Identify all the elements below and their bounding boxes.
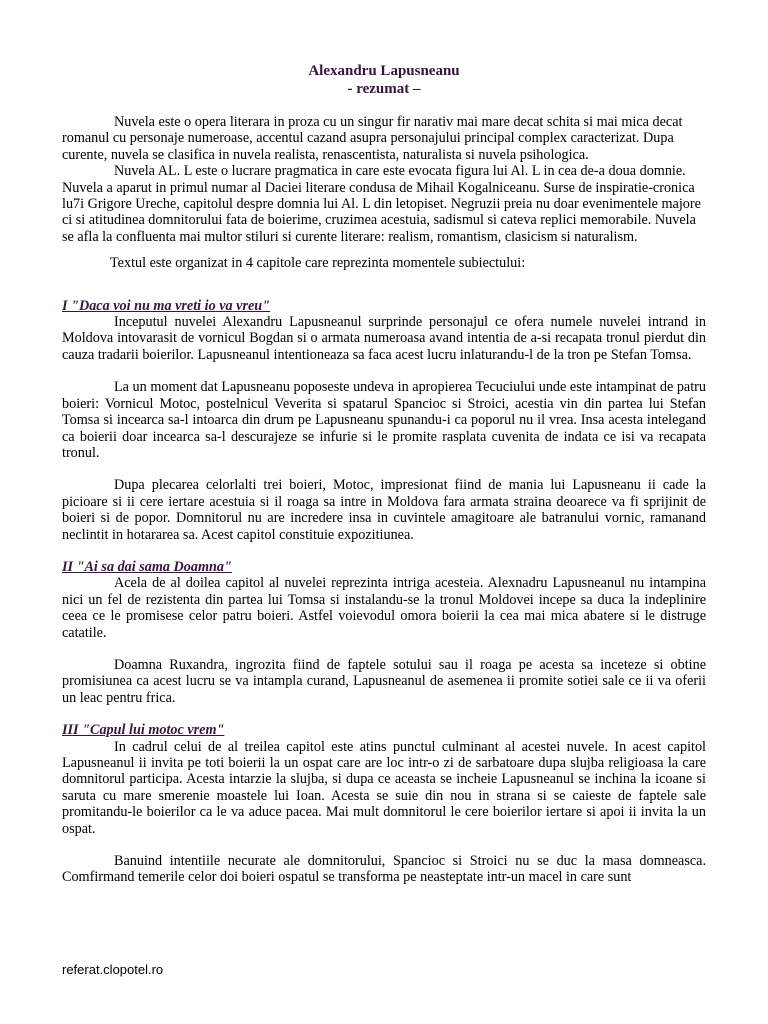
page-footer: referat.clopotel.ro bbox=[62, 962, 164, 977]
chapter-heading: III "Capul lui motoc vrem" bbox=[62, 722, 225, 739]
intro-paragraph: Textul este organizat in 4 capitole care reprezinta momentele subiectului: bbox=[110, 255, 526, 272]
intro-paragraph: Nuvela este o opera literara in proza cu un singur fir narativ mai mare decat schita si mai mica decat romanul cu personaje numeroase, accentul cazand asupra personajului principal complex caracterizat. Dupa curente, nuvela se clasifica in nuvela realista, renascentista, naturalista si nuvela psihologica. bbox=[62, 114, 683, 163]
chapter-paragraph: Banuind intentiile necurate ale domnitorului, Spancioc si Stroici nu se duc la masa domneasca. Comfirmand temerile celor doi boieri ospatul se transforma pe neasteptate intr-un macel in care sunt bbox=[62, 853, 706, 886]
chapter-paragraph: In cadrul celui de al treilea capitol este atins punctul culminant al acestei nuvele. In acest capitol Lapusneanul ii invita pe toti boierii la un ospat care are loc intr-o zi de sarbatoare dupa slujba religioasa la care domnitorul participa. Acesta intarzie la slujba, si dupa ce aceasta se incheie Lapusneanul se inchina la icoane si saruta cu mare smerenie moastele lui Ioan. Acesta se suie din nou in strana si se caieste de faptele sale promitandu-le boierilor ca le va aduce pacea. Mai mult domnitorul le cere boierilor iertare si apoi ii invita la un ospat. bbox=[62, 738, 706, 837]
chapter-paragraph: Dupa plecarea celorlalti trei boieri, Motoc, impresionat fiind de mania lui Lapusneanu ii cade la picioare si ii cere iertare acestuia si il roaga sa intre in Moldova fara armata straina deoarece va fi sprijinit de boieri si de popor. Domnitorul nu are incredere insa in cuvintele amagitoare ale batranului vornic, ramanand neclintit in hotararea sa. Acest capitol constituie expozitiunea. bbox=[62, 477, 706, 543]
document-title: Alexandru Lapusneanu bbox=[308, 63, 460, 79]
chapter-paragraph: Inceputul nuvelei Alexandru Lapusneanul surprinde personajul ce ofera numele nuvelei intrand in Moldova intovarasit de vornicul Bogdan si o armata numeroasa avand intentia de a-si recapata tronul pierdut din cauza tradarii boierilor. Lapusneanul intentioneaza sa faca acest lucru inlaturandu-l de la tron pe Stefan Tomsa. bbox=[62, 314, 706, 363]
chapter-heading: I "Daca voi nu ma vreti io va vreu" bbox=[62, 297, 271, 314]
document-subtitle: - rezumat – bbox=[347, 81, 421, 97]
chapter-heading: II "Ai sa dai sama Doamna" bbox=[62, 558, 232, 575]
chapter-paragraph: Acela de al doilea capitol al nuvelei reprezinta intriga acesteia. Alexnadru Lapusneanul nu intampina nici un fel de rezistenta din partea lui Tomsa si instalandu-se la tronul Moldovei incepe sa duca la indeplinire ceea ce le promisese celor patru boieri. Astfel voievodul omora boierii la cea mai mica abatere si le distruge catatile. bbox=[62, 575, 706, 641]
intro-paragraph: Nuvela AL. L este o lucrare pragmatica in care este evocata figura lui Al. L in cea de-a doua domnie. Nuvela a aparut in primul numar al Daciei literare condusa de Mihail Kogalniceanu. Surse de inspiratie-cronica lu7i Grigore Ureche, capitolul despre domnia lui Al. L din letopiset. Negruzii preia nu doar evenimentele majore ci si atitudinea domnitorului fata de boierime, cruzimea acestuia, sadismul si cateva replici memorabile. Nuvela se afla la confluenta mai multor stiluri si curente literare: realism, romantism, clasicism si naturalism. bbox=[62, 163, 701, 245]
chapter-paragraph: La un moment dat Lapusneanu poposeste undeva in apropierea Tecuciului unde este intampinat de patru boieri: Vornicul Motoc, postelnicul Veverita si spatarul Spancioc si Stroici, acestia vin din partea lui Stefan Tomsa si incearca sa-l intoarca din drum pe Lapusneanu spunandu-i ca poporul nu il vrea. Insa acesta intelegand ca boierii doar incearca sa-l descurajeze se infurie si le promite rasplata cuvenita de indata ce isi va recapata tronul. bbox=[62, 379, 706, 461]
chapter-paragraph: Doamna Ruxandra, ingrozita fiind de faptele sotului sau il roaga pe acesta sa inceteze si obtine promisiunea ca acest lucru se va intampla curand, Lapusneanul de asemenea ii promite sotiei sale ce ii va oferii un leac pentru frica. bbox=[62, 656, 706, 706]
document-page bbox=[62, 62, 706, 886]
